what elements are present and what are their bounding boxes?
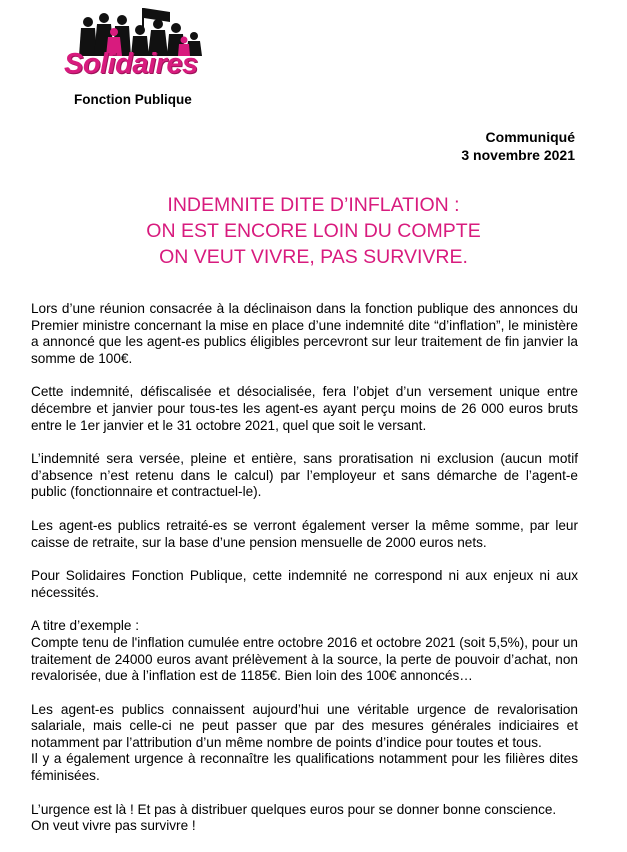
document-date: 3 novembre 2021	[461, 147, 575, 163]
closing-line: On veut vivre pas survivre !	[31, 818, 196, 834]
urgency-text: Les agent-es publics connaissent aujourd’hui une véritable urgence de revalorisation salariale, mais celle-ci ne peut passer que par des mesures générales indiciaires et notamment par l’attribution d’un même nombre de points d’indice pour toutes et tous.	[31, 701, 578, 750]
paragraph: L’indemnité sera versée, pleine et entière, sans proratisation ni exclusion (aucun motif d’absence n’est retenu dans le calcul) par l’employeur et sans démarche de l’agent-e public (fonctionnaire et contractuel-le).	[31, 451, 578, 500]
logo-wordmark: Solidaires	[64, 48, 198, 80]
example-heading: A titre d’exemple :	[31, 618, 140, 634]
title-line: INDEMNITE DITE D’INFLATION :	[167, 194, 460, 216]
document-meta	[461, 128, 575, 164]
example-text: Compte tenu de l'inflation cumulée entre octobre 2016 et octobre 2021 (soit 5,5%), pour un traitement de 24000 euros avant prélèvement à la source, la perte de pouvoir d’achat, non revalorisée, due à l’inflation est de 1185€. Bien loin des 100€ annoncés…	[31, 634, 578, 684]
paragraph: Cette indemnité, défiscalisée et désocialisée, fera l’objet d’un versement unique entre décembre et janvier pour tous-tes les agent-es ayant perçu moins de 26 000 euros bruts entre le 1er janvier et le 31 octobre 2021, quel que soit le versant.	[31, 384, 578, 433]
title-line: ON EST ENCORE LOIN DU COMPTE	[146, 220, 481, 242]
paragraph: Pour Solidaires Fonction Publique, cette indemnité ne correspond ni aux enjeux ni aux nécessités.	[31, 568, 578, 600]
title-line: ON VEUT VIVRE, PAS SURVIVRE.	[159, 246, 468, 268]
document-body	[31, 301, 578, 852]
document-type: Communiqué	[485, 129, 575, 145]
example-paragraph	[31, 618, 578, 684]
closing-line: L’urgence est là ! Et pas à distribuer quelques euros pour se donner bonne conscience.	[31, 801, 557, 817]
paragraph: Lors d’une réunion consacrée à la déclinaison dans la fonction publique des annonces du Premier ministre concernant la mise en place d’une indemnité dite “d’inflation”, le ministère a annoncé que les agent-es publics éligibles percevront sur leur traitement de fin janvier la somme de 100€.	[31, 301, 578, 366]
paragraph: Les agent-es publics retraité-es se verront également verser la même somme, par leur caisse de retraite, sur la base d’une pension mensuelle de 2000 euros nets.	[31, 517, 578, 550]
logo-subtitle: Fonction Publique	[74, 92, 192, 107]
document-title	[0, 192, 627, 270]
urgency-text: Il y a également urgence à reconnaître les qualifications notamment pour les filières dites féminisées.	[31, 751, 578, 784]
urgency-paragraph	[31, 702, 578, 785]
solidaires-logo	[60, 8, 210, 108]
closing-paragraph	[31, 802, 578, 835]
